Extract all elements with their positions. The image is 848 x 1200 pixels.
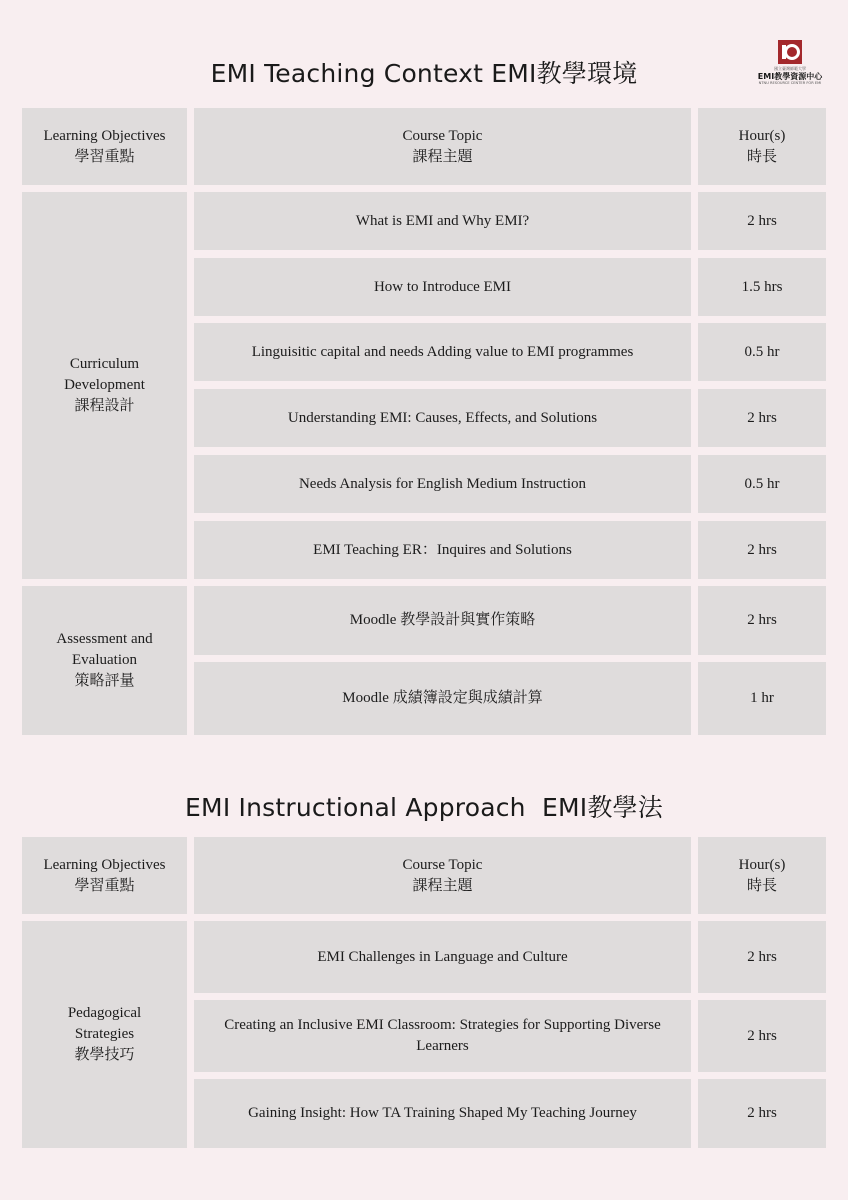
group-label-line: Development: [64, 377, 145, 393]
header-hours: [698, 837, 826, 914]
header-objectives-en: Learning Objectives: [43, 127, 166, 144]
emi-center-logo: [752, 40, 828, 86]
section-title-instructional-approach: EMI Instructional Approach EMI教學法: [185, 793, 663, 822]
header-course-topic: [194, 108, 691, 185]
group-label-line: 課程設計: [74, 398, 135, 414]
header-objectives-zh: 學習重點: [74, 877, 135, 894]
hours-cell: 2 hrs: [698, 521, 826, 579]
header-hours: [698, 108, 826, 185]
topic-cell: How to Introduce EMI: [194, 258, 691, 316]
topic-cell: Moodle 成績簿設定與成績計算: [194, 662, 691, 735]
group-label-line: 教學技巧: [74, 1047, 135, 1063]
group-pedagogical-strategies: [22, 921, 187, 1148]
hours-cell: 2 hrs: [698, 921, 826, 993]
topic-cell: EMI Teaching ER：Inquires and Solutions: [194, 521, 691, 579]
group-curriculum-development: [22, 192, 187, 579]
header-hours-en: Hour(s): [738, 127, 786, 144]
group-label-line: Curriculum: [69, 356, 140, 372]
topic-cell: What is EMI and Why EMI?: [194, 192, 691, 250]
hours-cell: 2 hrs: [698, 1000, 826, 1072]
header-hours-en: Hour(s): [738, 856, 786, 873]
emi-logo-icon: [778, 40, 802, 64]
section-title-teaching-context: EMI Teaching Context EMI教學環境: [210, 59, 638, 88]
topic-cell: Gaining Insight: How TA Training Shaped My Teaching Journey: [194, 1079, 691, 1148]
header-learning-objectives: [22, 108, 187, 185]
topic-cell: EMI Challenges in Language and Culture: [194, 921, 691, 993]
group-label-line: Evaluation: [72, 652, 137, 668]
group-label-line: Pedagogical: [67, 1005, 142, 1021]
header-learning-objectives: [22, 837, 187, 914]
logo-english: NTNU RESOURCE CENTER FOR EMI: [758, 81, 822, 85]
group-assessment-evaluation: [22, 586, 187, 735]
group-label-line: Strategies: [74, 1026, 135, 1042]
hours-cell: 1.5 hrs: [698, 258, 826, 316]
header-topic-en: Course Topic: [402, 856, 483, 873]
header-course-topic: [194, 837, 691, 914]
header-objectives-zh: 學習重點: [74, 148, 135, 165]
topic-cell: Moodle 教學設計與實作策略: [194, 586, 691, 655]
header-hours-zh: 時長: [746, 148, 777, 165]
hours-cell: 0.5 hr: [698, 455, 826, 513]
group-label-line: Assessment and: [56, 631, 153, 647]
topic-cell: Understanding EMI: Causes, Effects, and Solutions: [194, 389, 691, 447]
hours-cell: 2 hrs: [698, 586, 826, 655]
hours-cell: 2 hrs: [698, 389, 826, 447]
hours-cell: 2 hrs: [698, 192, 826, 250]
topic-cell: Creating an Inclusive EMI Classroom: Strategies for Supporting Diverse Learners: [194, 1000, 691, 1072]
header-topic-zh: 課程主題: [412, 148, 473, 165]
header-objectives-en: Learning Objectives: [43, 856, 166, 873]
topic-cell: Needs Analysis for English Medium Instruction: [194, 455, 691, 513]
logo-subtitle: 國立臺灣師範大學: [774, 66, 806, 71]
group-label-line: 策略評量: [74, 673, 135, 689]
logo-name: EMI教學資源中心: [757, 72, 823, 81]
header-topic-en: Course Topic: [402, 127, 483, 144]
hours-cell: 1 hr: [698, 662, 826, 735]
header-topic-zh: 課程主題: [412, 877, 473, 894]
header-hours-zh: 時長: [746, 877, 777, 894]
topic-cell: Linguisitic capital and needs Adding value to EMI programmes: [194, 323, 691, 381]
hours-cell: 0.5 hr: [698, 323, 826, 381]
hours-cell: 2 hrs: [698, 1079, 826, 1148]
